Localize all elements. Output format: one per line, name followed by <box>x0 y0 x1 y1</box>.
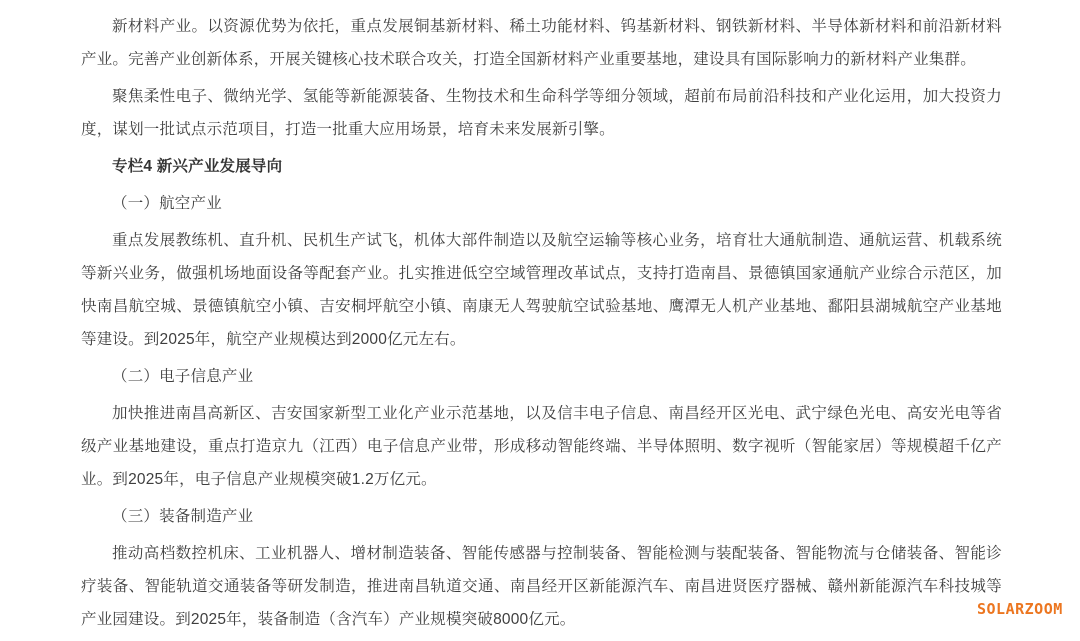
subheading-electronic-information-industry: （二）电子信息产业 <box>112 368 254 385</box>
paragraph-equipment-manufacturing-industry: 推动高档数控机床、工业机器人、增材制造装备、智能传感器与控制装备、智能检测与装配装备、智能物流与仓储装备、智能诊疗装备、智能轨道交通装备等研发制造，推进南昌轨道交通、南昌经开区新能源汽车、南昌进贤医疗器械、赣州新能源汽车科技城等产业园建设。到2025年，装备制造（含汽车）产业规模突破8000亿元。 <box>81 545 1002 628</box>
paragraph-future-industries: 聚焦柔性电子、微纳光学、氢能等新能源装备、生物技术和生命科学等细分领域，超前布局前沿科技和产业化运用，加大投资力度，谋划一批试点示范项目，打造一批重大应用场景，培育未来发展新引擎。 <box>81 88 1002 138</box>
paragraph-aviation-industry: 重点发展教练机、直升机、民机生产试飞，机体大部件制造以及航空运输等核心业务，培育壮大通航制造、通航运营、机载系统等新兴业务，做强机场地面设备等配套产业。扎实推进低空空域管理改革试点，支持打造南昌、景德镇国家通航产业综合示范区，加快南昌航空城、景德镇航空小镇、吉安桐坪航空小镇、南康无人驾驶航空试验基地、鹰潭无人机产业基地、鄱阳县湖城航空产业基地等建设。到2025年，航空产业规模达到2000亿元左右。 <box>81 232 1002 348</box>
subheading-aviation-industry: （一）航空产业 <box>112 195 222 212</box>
document-content <box>81 10 1002 640</box>
heading-column4-emerging-industries: 专栏4 新兴产业发展导向 <box>112 158 283 175</box>
paragraph-new-materials: 新材料产业。以资源优势为依托，重点发展铜基新材料、稀土功能材料、钨基新材料、钢铁新材料、半导体新材料和前沿新材料产业。完善产业创新体系，开展关键核心技术联合攻关，打造全国新材料产业重要基地，建设具有国际影响力的新材料产业集群。 <box>81 18 1002 68</box>
paragraph-electronic-information-industry: 加快推进南昌高新区、吉安国家新型工业化产业示范基地，以及信丰电子信息、南昌经开区光电、武宁绿色光电、高安光电等省级产业基地建设，重点打造京九（江西）电子信息产业带，形成移动智能终端、半导体照明、数字视听（智能家居）等规模超千亿产业。到2025年，电子信息产业规模突破1.2万亿元。 <box>81 405 1002 488</box>
subheading-equipment-manufacturing-industry: （三）装备制造产业 <box>112 508 254 525</box>
solarzoom-watermark: SOLARZOOM <box>977 600 1063 618</box>
